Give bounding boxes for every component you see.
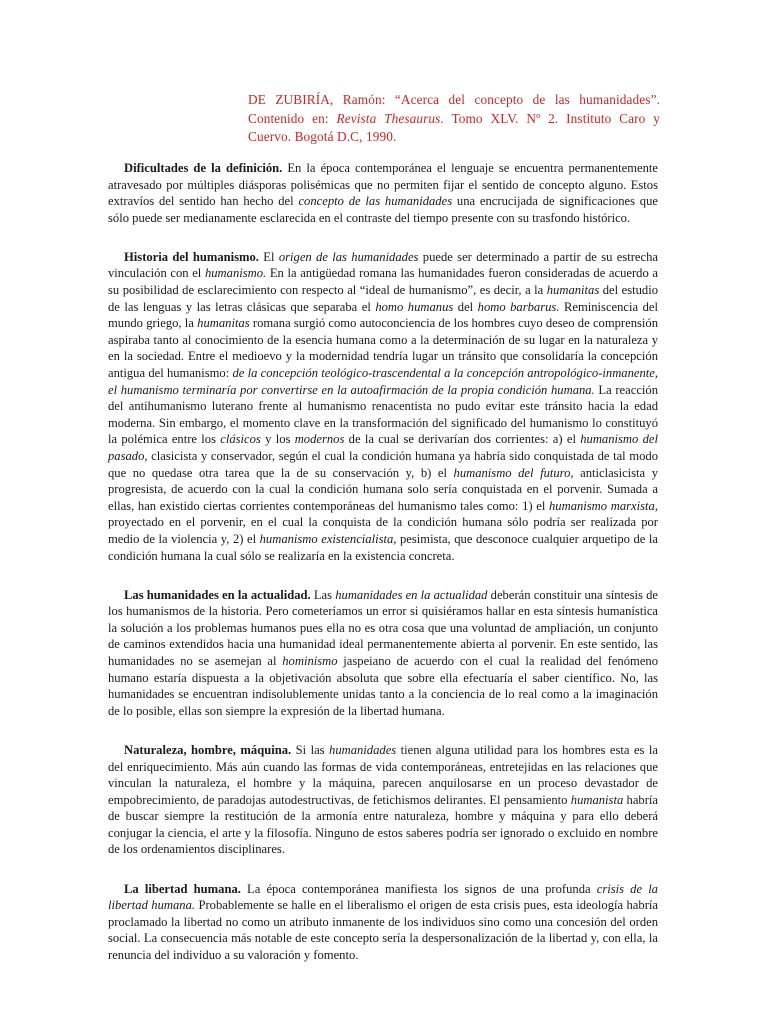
italic-run: clásicos (220, 432, 261, 447)
text-run: del (453, 299, 478, 314)
italic-run: homo humanus (375, 299, 454, 314)
text-run: y los (260, 432, 295, 447)
text-run: romana surgió como autoconciencia de los hombres cuyo deseo de comprensión aspiraba tanto al conocimiento de la esencia humana como a la determinación de su lugar en la naturaleza y en la sociedad. Entre el medioevo y la modernidad tendría lugar un tránsito que consolidaría la concepción antigua del humanismo: (108, 316, 658, 381)
section-heading: Dificultades de la definición. (124, 161, 283, 175)
section-naturaleza (108, 742, 658, 858)
italic-run: humanismo existencialista (259, 531, 394, 546)
italic-run: humanismo marxista (549, 498, 655, 513)
text-run: tienen alguna utilidad para los hombres esta es la del enriquecimiento. Más aún cuando las formas de vida contemporáneas, entretejidas en las relaciones que vinculan la naturaleza, el hombre y la máquina, parecen anquilosarse en un proceso devastador de empobrecimiento, de paradojas autodestructivas, de fetichismos delirantes. El pensamiento (108, 742, 658, 807)
text-run: Probablemente se halle en el liberalismo el origen de esta crisis pues, esta ideología habría proclamado la libertad no como un atributo inmanente de los individuos sino como una concesión del orden social. La consecuencia más notable de este concepto sería la despersonalización de la libertad y, con ella, la renuncia del individuo a su valoración y fomento. (108, 898, 658, 962)
text-run: de la cual se derivarían dos corrientes: a) el (344, 432, 581, 447)
italic-run: modernos (294, 432, 345, 447)
text-run: una encrucijada de significaciones que sólo puede ser medianamente esclarecida en el contraste del tiempo presente con su trasfondo histórico. (108, 194, 658, 225)
italic-run: humanidades en la actualidad (335, 587, 488, 602)
text-run: , pesimista, que desconoce cualquier arquetipo de la condición humana la cual sólo se realizaría en la existencia concreta. (108, 531, 658, 563)
bibliographic-citation (248, 91, 660, 146)
italic-run: humanista (570, 792, 624, 807)
section-libertad (108, 881, 658, 964)
text-run: , anticlasicista y progresista, de acuerdo con la cual la condición humana solo sería conquistada en el porvenir. Sumada a ellas, han existido ciertas corrientes contemporáneas del humanismo tales como: 1) el (108, 465, 658, 513)
section-dificultades (108, 160, 658, 226)
italic-run: humanismo del pasado (108, 432, 658, 463)
document-body (108, 160, 658, 986)
italic-run: humanitas (197, 316, 250, 331)
text-run: En la época contemporánea el lenguaje se encuentra permanentemente atravesado por múltiples diásporas polisémicas que no permiten fijar el sentido de concepto alguno. Estos extravíos del sentido han hecho del (108, 161, 658, 209)
text-run: Las (310, 587, 336, 602)
section-heading: Naturaleza, hombre, máquina. (124, 742, 292, 757)
section-historia (108, 249, 658, 564)
italic-run: concepto de las humanidades (298, 194, 453, 209)
italic-run: de la concepción teológico-trascendental a la concepción antropológico-inmanente, el humanismo terminaría por convertirse en la autoafirmación de la propia condición humana. (108, 366, 659, 397)
text-run: La reacción del antihumanismo luterano frente al humanismo renacentista no pudo evitar este tránsito hacia la edad moderna. Sin embargo, el momento clave en la transformación del significado del humanismo lo constituyó la polémica entre los (108, 382, 658, 447)
italic-run: humanismo del futuro (453, 465, 571, 480)
citation-journal: Revista Thesaurus. (336, 110, 444, 126)
italic-run: humanismo. (204, 266, 267, 281)
text-run: El (258, 249, 279, 264)
text-run: , clasicista y conservador, según el cual la condición humana ya habría sido conquistada de tal modo que no quedase otra tarea que la de su conservación y, b) el (108, 449, 658, 480)
citation-details: Tomo XLV. Nº 2. Instituto Caro y Cuervo. Bogotá D.C, 1990. (248, 110, 660, 144)
text-run: La época contemporánea manifiesta los signos de una profunda (240, 881, 597, 896)
text-run: jaspeiano de acuerdo con el cual la realidad del fenómeno humano estaría dispuesta a la objetivación absoluta que sobre ella efectuaría el saber científico. No, las humanidades se encuentran indisolublemente unidas tanto a la conciencia de lo real como a la imaginación de lo posible, ellas son siempre la expresión de la libertad humana. (108, 654, 658, 718)
italic-run: origen de las humanidades (278, 249, 419, 264)
italic-run: homo barbarus. (477, 299, 560, 314)
text-run: En la antigüedad romana las humanidades fueron consideradas de acuerdo a su posibilidad de esclarecimiento con respecto al “ideal de humanismo”, es decir, a la (108, 266, 659, 298)
section-heading: La libertad humana. (124, 881, 241, 896)
italic-run: crisis de la libertad humana. (108, 881, 658, 913)
text-run: del estudio de las lenguas y las letras clásicas que separaba el (108, 283, 658, 314)
italic-run: hominismo (282, 654, 338, 669)
italic-run: humanidades (329, 742, 397, 757)
text-run: Si las (291, 742, 330, 757)
text-run: Reminiscencia del mundo griego, la (108, 299, 658, 331)
text-run: habría de buscar siempre la restitución de la armonía entre naturaleza, hombre y máquina y para ello deberá conjugar la ciencia, el arte y la filosofía. Ninguno de estos saberes podría ser ignorado o excluido en nombre de los ordenamientos disciplinares. (108, 792, 658, 857)
italic-run: humanitas (546, 283, 600, 298)
section-heading: Las humanidades en la actualidad. (124, 587, 311, 602)
text-run: puede ser determinado a partir de su estrecha vinculación con el (108, 249, 658, 281)
text-run: deberán constituir una síntesis de los humanismos de la historia. Pero cometeríamos un error si quisiéramos hallar en esta síntesis humanística la solución a los problemas humanos pues ella no es otra cosa que una voluntad de ampliación, un conjunto de caminos extendidos hacia una humanidad ideal permanentemente abierta al porvenir. En este sentido, las humanidades no se asemejan al (108, 587, 658, 669)
section-actualidad (108, 587, 658, 720)
text-run: , proyectado en el porvenir, en el cual la conquista de la condición humana sólo podría ser realizada por medio de la violencia y, 2) el (108, 498, 658, 546)
citation-author: DE ZUBIRÍA, Ramón: “Acerca del concepto de las humanidades”. Contenido en: (248, 92, 660, 126)
section-heading: Historia del humanismo. (124, 249, 259, 264)
